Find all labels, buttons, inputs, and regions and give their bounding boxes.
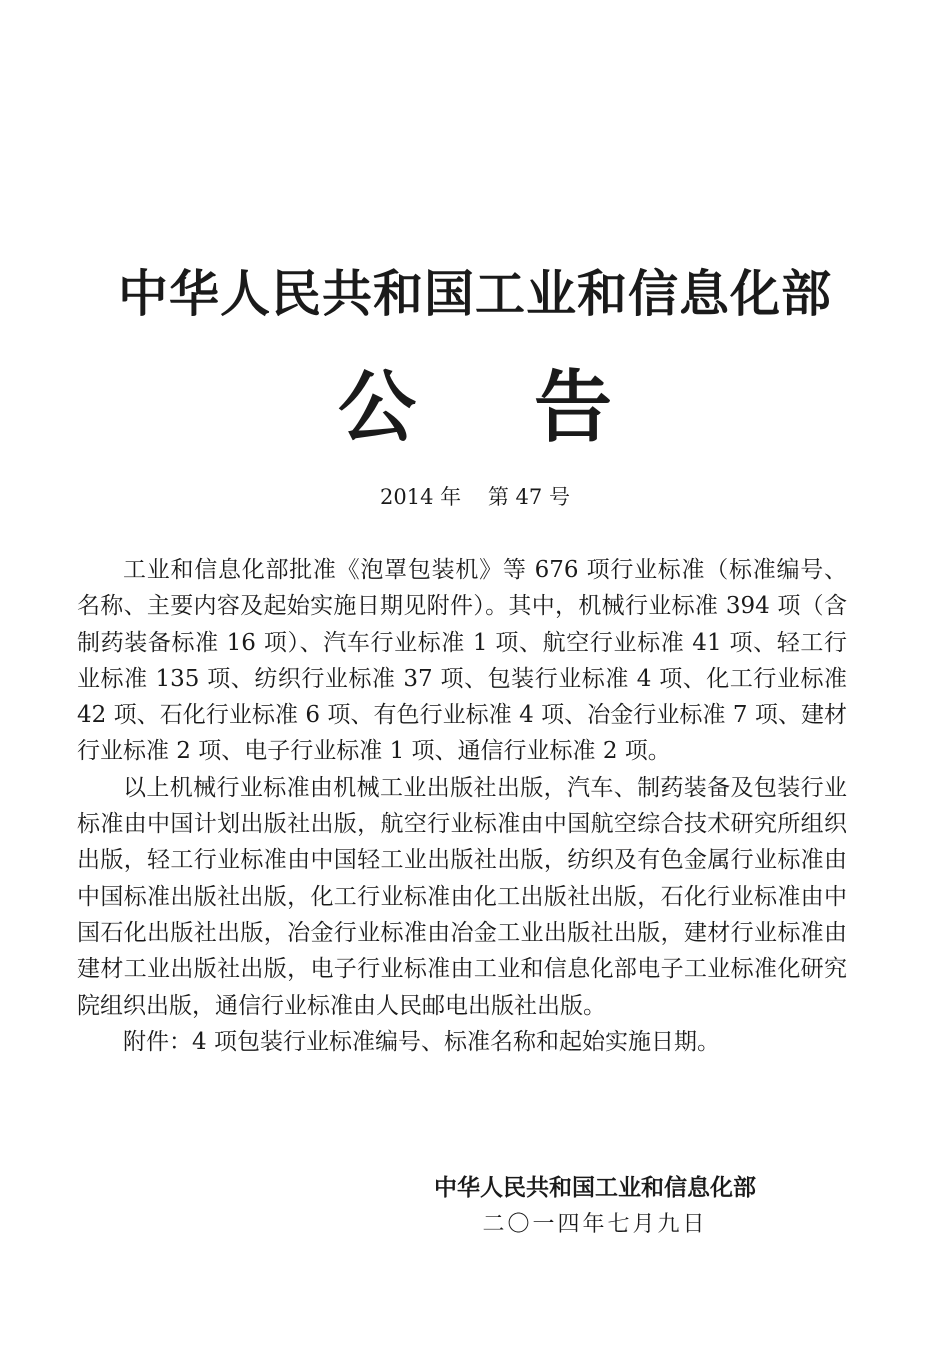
paragraph-approval: 工业和信息化部批准《泡罩包装机》等 676 项行业标准（标准编号、名称、主要内容及起始实施日期见附件）。其中，机械行业标准 394 项（含制药装备标准 16 项）、汽车行业标准 1 项、航空行业标准 41 项、轻工行业标准 135 项、纺织行业标准 37 项、包装行业标准 4 项、化工行业标准 42 项、石化行业标准 6 项、有色行业标准 4 项、冶金行业标准 7 项、建材行业标准 2 项、电子行业标准 1 项、通信行业标准 2 项。 bbox=[77, 557, 847, 765]
notice-title-char-2: 告 bbox=[534, 362, 613, 453]
paragraph-attachment: 附件：4 项包装行业标准编号、标准名称和起始实施日期。 bbox=[123, 1028, 720, 1055]
issue-date: 二〇一四年七月九日 bbox=[482, 1212, 708, 1237]
notice-title-char-1: 公 bbox=[337, 362, 416, 453]
notice-body bbox=[77, 552, 847, 1060]
notice-title bbox=[0, 360, 950, 456]
issue-number: 2014 年 第 47 号 bbox=[380, 485, 570, 509]
paragraph-publishers: 以上机械行业标准由机械工业出版社出版，汽车、制药装备及包装行业标准由中国计划出版社出版，航空行业标准由中国航空综合技术研究所组织出版，轻工行业标准由中国轻工业出版社出版，纺织及有色金属行业标准由中国标准出版社出版，化工行业标准由化工出版社出版，石化行业标准由中国石化出版社出版，冶金行业标准由冶金工业出版社出版，建材行业标准由建材工业出版社出版，电子行业标准由工业和信息化部电子工业标准化研究院组织出版，通信行业标准由人民邮电出版社出版。 bbox=[77, 774, 847, 1019]
signature: 中华人民共和国工业和信息化部 bbox=[434, 1175, 756, 1201]
ministry-title: 中华人民共和国工业和信息化部 bbox=[118, 265, 832, 323]
